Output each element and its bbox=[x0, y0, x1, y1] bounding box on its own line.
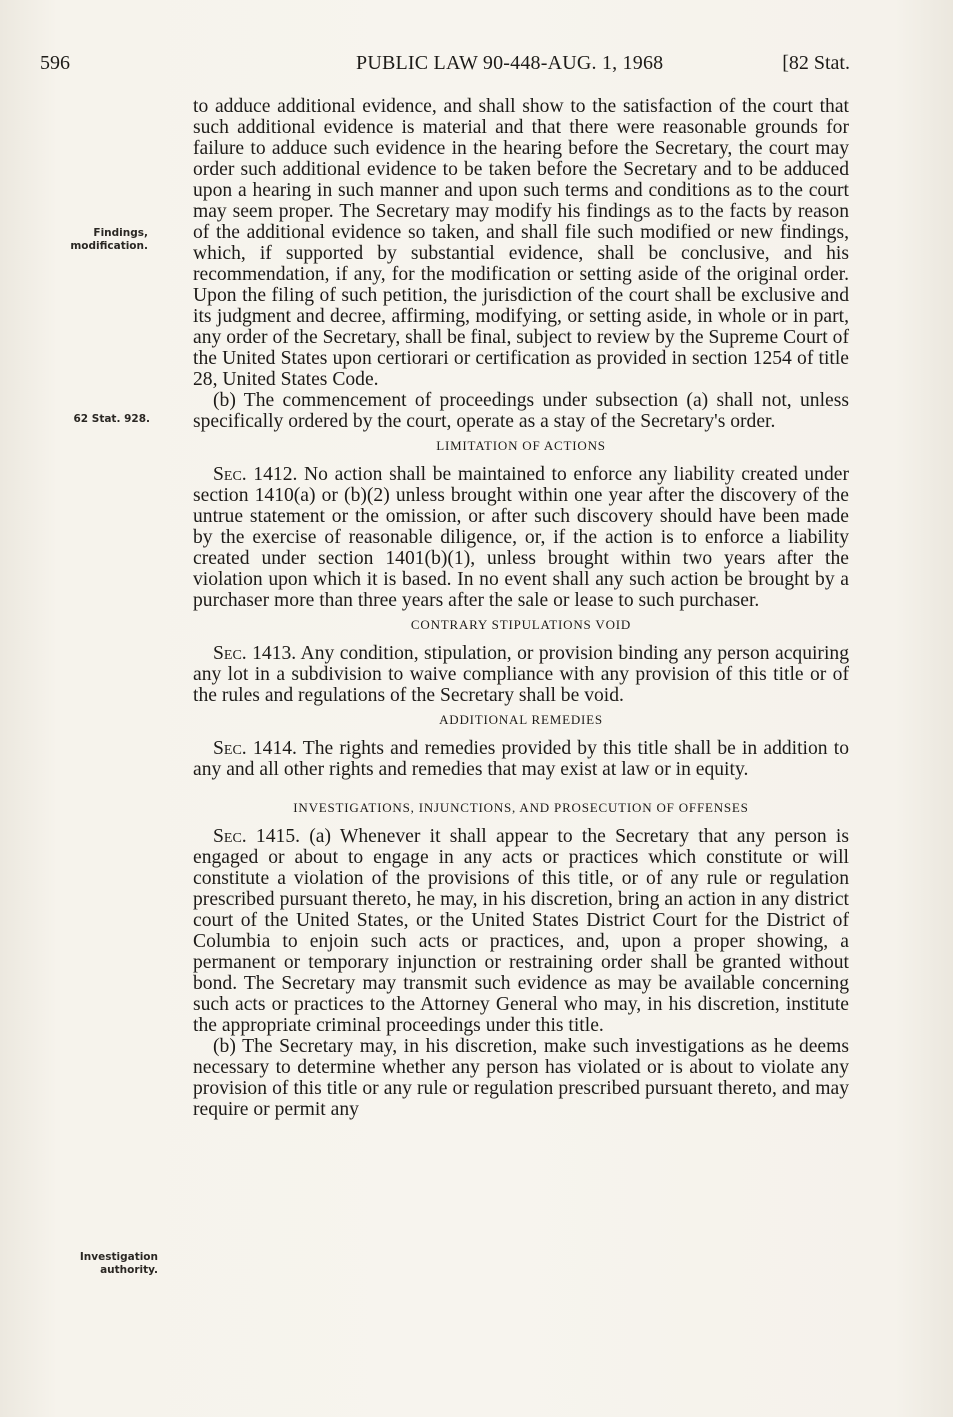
heading-additional-remedies: ADDITIONAL REMEDIES bbox=[439, 712, 603, 727]
section-1413 bbox=[193, 643, 849, 706]
section-1414-text: 1414. The rights and remedies provided by this title shall be in addition to any and all other rights and remedies that may exist at law or in equity. bbox=[193, 738, 849, 780]
running-title: PUBLIC LAW 90-448-AUG. 1, 1968 bbox=[356, 52, 664, 74]
margin-note-findings: Findings, modification. bbox=[70, 227, 148, 252]
page-number: 596 bbox=[40, 52, 70, 74]
section-1415a-text: 1415. (a) Whenever it shall appear to the Secretary that any person is engaged or about to engage in any acts or practices which constitute or will constitute a violation of the provisions of this title, or of any rule or regulation prescribed pursuant thereto, he may, in his discretion, bring an action in any district court of the United States, or the United States District Court for the District of Columbia to enjoin such acts or practices, and, upon a proper showing, a permanent or temporary injunction or restraining order shall be granted without bond. The Secretary may transmit such evidence as may be available concerning such acts or practices to the Attorney General who may, in his discretion, institute the appropriate criminal proceedings under this title. bbox=[193, 826, 849, 1036]
section-label: Sec. bbox=[213, 464, 247, 485]
section-1415a bbox=[193, 826, 849, 1036]
heading-investigations: INVESTIGATIONS, INJUNCTIONS, AND PROSECUTION OF OFFENSES bbox=[293, 800, 749, 815]
section-1412 bbox=[193, 464, 849, 611]
margin-note-investigation: Investigation authority. bbox=[79, 1251, 158, 1276]
paragraph-continuation: to adduce additional evidence, and shall show to the satisfaction of the court that such additional evidence is material and that there were reasonable grounds for failure to adduce such evidence in the hearing before the Secretary, the court may order such additional evidence to be taken before the Secretary and to be adduced upon a hearing in such manner and upon such terms and conditions as to the court may seem proper. The Secretary may modify his findings as to the facts by reason of the additional evidence so taken, and shall file such modified or new findings, which, if supported by substantial evidence, shall be conclusive, and his recommendation, if any, for the modification or setting aside of the original order. Upon the filing of such petition, the jurisdiction of the court shall be exclusive and its judgment and decree, affirming, modifying, or setting aside, in whole or in part, any order of the Secretary, shall be final, subject to review by the Supreme Court of the United States upon certiorari or certification as provided in section 1254 of title 28, United States Code. bbox=[193, 96, 849, 390]
section-1413-text: 1413. Any condition, stipulation, or provision binding any person acquiring any lot in a subdivision to waive compliance with any provision of this title or of the rules and regulations of the Secretary shall be void. bbox=[193, 643, 849, 706]
body-text bbox=[193, 96, 849, 1120]
heading-contrary-stipulations: CONTRARY STIPULATIONS VOID bbox=[410, 617, 632, 632]
section-1415b: (b) The Secretary may, in his discretion, make such investigations as he deems necessary to determine whether any person has violated or is about to violate any provision of this title or any rule or regulation prescribed pursuant thereto, and may require or permit any bbox=[193, 1036, 849, 1120]
section-1412-text: 1412. No action shall be maintained to enforce any liability created under section 1410(a) or (b)(2) unless brought within one year after the discovery of the untrue statement or the omission, or after such discovery should have been made by the exercise of reasonable diligence, or, if the action is to enforce a liability created under section 1401(b)(1), unless brought within two years after the violation upon which it is based. In no event shall any such action be brought by a purchaser more than three years after the sale or lease to such purchaser. bbox=[193, 464, 849, 611]
page-header bbox=[40, 52, 860, 80]
section-1414 bbox=[193, 738, 849, 780]
section-label: Sec. bbox=[213, 826, 247, 847]
section-label: Sec. bbox=[213, 643, 247, 664]
stat-reference: [82 Stat. bbox=[782, 52, 850, 74]
section-label: Sec. bbox=[213, 738, 247, 759]
heading-limitation-of-actions: LIMITATION OF ACTIONS bbox=[436, 438, 606, 453]
margin-note-stat-cite: 62 Stat. 928. bbox=[73, 413, 150, 425]
paragraph-subsection-b: (b) The commencement of proceedings under subsection (a) shall not, unless specifically ordered by the court, operate as a stay of the Secretary's order. bbox=[193, 390, 849, 432]
